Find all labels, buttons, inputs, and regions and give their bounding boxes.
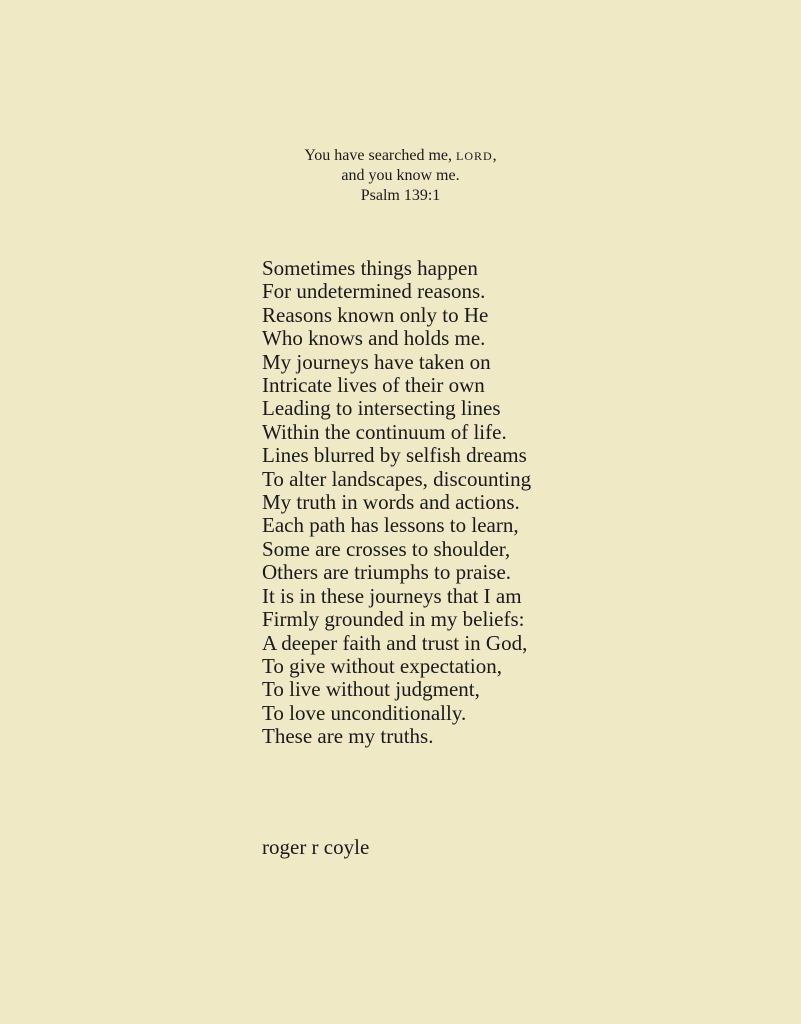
poem-line: To alter landscapes, discounting bbox=[262, 466, 532, 491]
poem-line: Some are crosses to shoulder, bbox=[262, 536, 511, 561]
epigraph-line-2: and you know me. bbox=[341, 167, 460, 184]
epigraph-line-1-suffix: , bbox=[492, 147, 497, 164]
poem-body bbox=[262, 257, 782, 749]
poem-line: Reasons known only to He bbox=[262, 302, 489, 327]
poem-line: Lines blurred by selfish dreams bbox=[262, 443, 527, 468]
poem-line: Within the continuum of life. bbox=[262, 419, 507, 444]
poem-line: Each path has lessons to learn, bbox=[262, 513, 519, 538]
poem-line: Who knows and holds me. bbox=[262, 326, 486, 351]
poem-line: Others are triumphs to praise. bbox=[262, 560, 512, 585]
epigraph-line-1 bbox=[0, 146, 801, 166]
poem-line: Leading to intersecting lines bbox=[262, 396, 501, 421]
poem-line: It is in these journeys that I am bbox=[262, 583, 522, 608]
poem-line: To give without expectation, bbox=[262, 653, 502, 678]
poem-line: A deeper faith and trust in God, bbox=[262, 630, 528, 655]
poem-line: To live without judgment, bbox=[262, 677, 480, 702]
poem-line: For undetermined reasons. bbox=[262, 279, 486, 304]
poem-line: My truth in words and actions. bbox=[262, 490, 520, 515]
epigraph-line-1-prefix: You have searched me, bbox=[304, 147, 452, 164]
epigraph-lord: LORD bbox=[456, 149, 493, 163]
epigraph bbox=[0, 146, 801, 206]
epigraph-reference: Psalm 139:1 bbox=[360, 187, 441, 204]
author-signature: roger r coyle bbox=[262, 835, 370, 859]
poem-line: My journeys have taken on bbox=[262, 349, 491, 374]
poem-line: To love unconditionally. bbox=[262, 700, 467, 725]
poem-line: Intricate lives of their own bbox=[262, 373, 485, 398]
poem-line: These are my truths. bbox=[262, 724, 434, 749]
poem-line: Firmly grounded in my beliefs: bbox=[262, 607, 525, 632]
poem-line: Sometimes things happen bbox=[262, 256, 478, 280]
